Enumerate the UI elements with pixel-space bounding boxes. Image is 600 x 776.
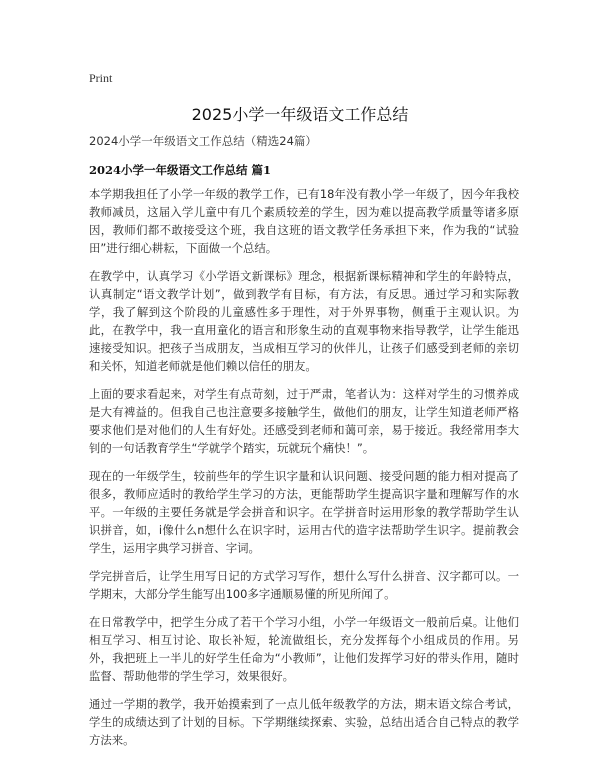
paragraph: 在教学中，认真学习《小学语文新课标》理念，根据新课标精神和学生的年龄特点，认真制定“语文教学计划”，做到教学有目标，有方法，有反思。通过学习和实际教学，我了解到这个阶段的儿童感性多于理性，对于外界事物，侧重于主观认识。为此，在教学中，我一直用童化的语言和形象生动的直观事物来指导教学，让学生能迅速接受知识。把孩子当成朋友，当成相互学习的伙伴儿，让孩子们感受到老师的亲切和关怀，知道老师就是他们赖以信任的朋友。	[89, 269, 519, 373]
paragraph: 在日常教学中，把学生分成了若干个学习小组，小学一年级语文一般前后桌。让他们相互学习、相互讨论、取长补短，轮流做组长，充分发挥每个小组成员的作用。另外，我把班上一半儿的好学生任命为“小教师”，让他们发挥学习好的带头作用，随时监督、帮助他带的学生学习，效果很好。	[89, 615, 519, 683]
print-label: Print	[89, 71, 113, 85]
paragraph: 学完拼音后，让学生用写日记的方式学习写作，想什么写什么拼音、汉字都可以。一学期末，大部分学生能写出100多字通顺易懂的所见所闻了。	[89, 569, 519, 601]
paragraph: 通过一学期的教学，我开始摸索到了一点儿低年级教学的方法，期末语文综合考试，学生的成绩达到了计划的目标。下学期继续探索、实验，总结出适合自己特点的教学方法来。	[89, 697, 519, 747]
document-body	[89, 185, 519, 759]
document-subtitle: 2024小学一年级语文工作总结（精选24篇）	[89, 134, 317, 148]
paragraph: 本学期我担任了小学一年级的教学工作，已有18年没有教小学一年级了，因今年我校教师减员，这届入学儿童中有几个素质较差的学生，因为难以提高教学质量等诸多原因，教师们都不敢接受这个班，我自这班的语文教学任务承担下来，作为我的“试验田”进行细心耕耘，下面做一个总结。	[89, 187, 519, 255]
paragraph: 现在的一年级学生，较前些年的学生识字量和认识问题、接受问题的能力相对提高了很多，教师应适时的教给学生学习的方法，更能帮助学生提高识字量和理解写作的水平。一年级的主要任务就是学会拼音和识字。在学拼音时运用形象的教学帮助学生认识拼音，如，i像什么n想什么在识字时，运用古代的造字法帮助学生识字。提前教会学生，运用字典学习拼音、字词。	[89, 469, 519, 555]
section-heading: 2024小学一年级语文工作总结 篇1	[89, 163, 272, 177]
paragraph: 上面的要求看起来，对学生有点苛刻，过于严肃，笔者认为：这样对学生的习惯养成是大有裨益的。但我自己也注意要多接触学生，做他们的朋友，让学生知道老师严格要求他们是对他们的人生有好处。还感受到老师和蔼可亲，易于接近。我经常用李大钊的一句话教育学生“学就学个踏实，玩就玩个痛快！”。	[89, 387, 519, 455]
document-title: 2025小学一年级语文工作总结	[191, 105, 409, 124]
